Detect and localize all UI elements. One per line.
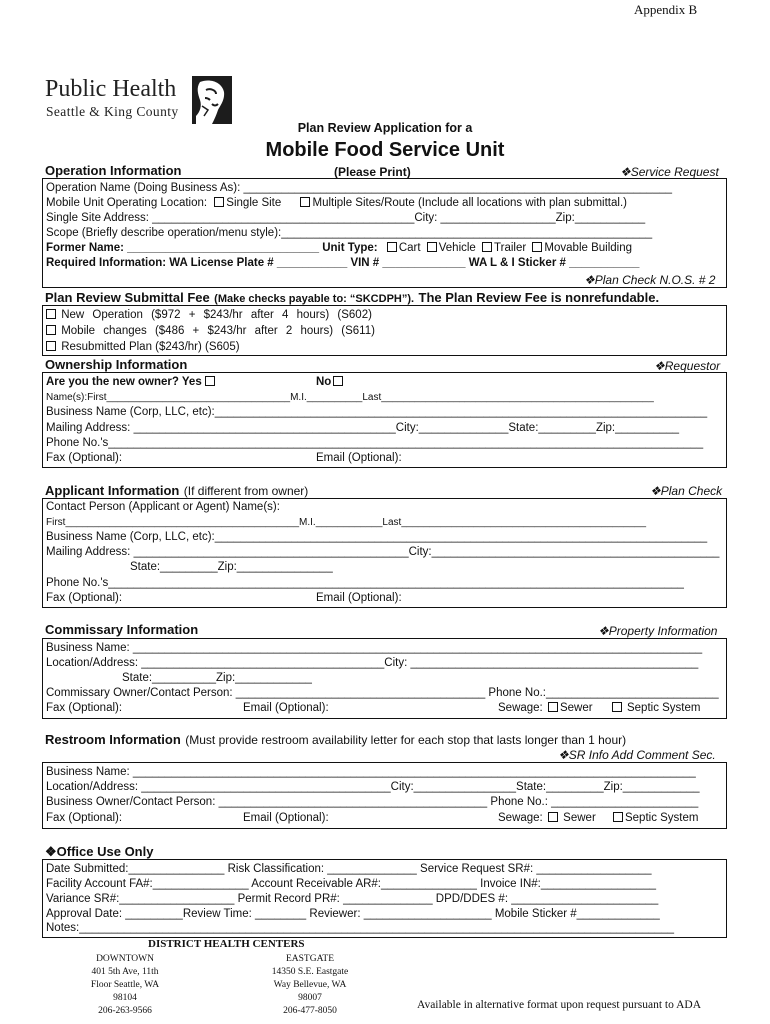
office-notes-field[interactable]: Notes:_____________________________________________________________________________________________ bbox=[46, 922, 675, 934]
page-title: Mobile Food Service Unit bbox=[265, 139, 505, 161]
owner-no-row bbox=[316, 375, 345, 390]
downtown-address bbox=[80, 953, 170, 1018]
former-name-row bbox=[46, 241, 632, 256]
logo-face-icon bbox=[192, 76, 232, 124]
applicant-state-zip-field[interactable]: State:_________Zip:_______________ bbox=[130, 561, 333, 573]
applicant-business-field[interactable]: Business Name (Corp, LLC, etc):_____________________________________________________________________________ bbox=[46, 531, 708, 543]
office-line-4[interactable]: Approval Date: _________Review Time: ________ Reviewer: ____________________ Mobile Sticker #_____________ bbox=[46, 908, 660, 920]
owner-yes-checkbox[interactable] bbox=[205, 376, 215, 386]
owner-names-field[interactable]: Name(s):First_________________________________M.I.__________Last_________________________________________________ bbox=[46, 392, 654, 403]
resubmitted-label: Resubmitted Plan ($243/hr) (S605) bbox=[61, 341, 240, 353]
commissary-location-field[interactable]: Location/Address: ______________________________________City: _____________________________________________ bbox=[46, 657, 699, 669]
restroom-note: (Must provide restroom availability letter for each stop that lasts longer than 1 hour) bbox=[185, 733, 627, 747]
appendix-label: Appendix B bbox=[634, 2, 698, 17]
nonrefundable-note: The Plan Review Fee is nonrefundable. bbox=[418, 290, 660, 305]
payable-note: (Make checks payable to: “SKCDPH”). bbox=[214, 293, 415, 305]
commissary-septic-checkbox[interactable] bbox=[612, 702, 622, 712]
downtown-city: Floor Seattle, WA bbox=[90, 980, 160, 990]
new-owner-row bbox=[46, 375, 217, 390]
ada-note: Available in alternative format upon request pursuant to ADA bbox=[417, 999, 702, 1011]
operating-location-row bbox=[46, 196, 627, 211]
logo-name: Public Health bbox=[45, 76, 177, 102]
operating-location-label: Mobile Unit Operating Location: bbox=[46, 197, 208, 209]
movable-building-checkbox[interactable] bbox=[532, 242, 542, 252]
downtown-phone: 206-263-9566 bbox=[98, 1006, 152, 1016]
resubmitted-checkbox[interactable] bbox=[46, 341, 56, 351]
service-request-label: ❖Service Request bbox=[620, 165, 719, 179]
applicant-note: (If different from owner) bbox=[183, 484, 309, 498]
please-print: (Please Print) bbox=[334, 165, 411, 179]
restroom-septic-label: Septic System bbox=[624, 812, 699, 824]
mobile-changes-label: Mobile changes ($486 + $243/hr after 2 hours) (S611) bbox=[61, 325, 375, 337]
fee-option-resubmitted[interactable] bbox=[46, 340, 240, 355]
trailer-checkbox[interactable] bbox=[482, 242, 492, 252]
cart-checkbox[interactable] bbox=[387, 242, 397, 252]
eastgate-phone: 206-477-8050 bbox=[283, 1006, 337, 1016]
former-name-field[interactable]: Former Name: ______________________________ Unit Type: bbox=[46, 242, 378, 254]
fee-option-new[interactable] bbox=[46, 308, 372, 323]
plan-check-nos-label: ❖Plan Check N.O.S. # 2 bbox=[584, 273, 716, 287]
requestor-label: ❖Requestor bbox=[654, 359, 721, 373]
owner-business-field[interactable]: Business Name (Corp, LLC, etc):_____________________________________________________________________________ bbox=[46, 406, 708, 418]
commissary-owner-field[interactable]: Commissary Owner/Contact Person: _______________________________________ Phone No.:___________________________ bbox=[46, 687, 719, 699]
eastgate-street: 14350 S.E. Eastgate bbox=[271, 967, 349, 977]
downtown-title: DOWNTOWN bbox=[96, 954, 154, 964]
office-heading: ❖Office Use Only bbox=[45, 844, 154, 859]
trailer-label: Trailer bbox=[494, 242, 527, 254]
commissary-heading: Commissary Information bbox=[45, 622, 199, 637]
district-heading: DISTRICT HEALTH CENTERS bbox=[148, 938, 305, 950]
owner-no-checkbox[interactable] bbox=[333, 376, 343, 386]
commissary-sewage-label: Sewage: bbox=[498, 702, 543, 714]
new-operation-label: New Operation ($972 + $243/hr after 4 hours) (S602) bbox=[61, 309, 372, 321]
eastgate-address bbox=[255, 953, 365, 1018]
owner-email-field[interactable]: Email (Optional): bbox=[316, 452, 402, 464]
plan-check-label: ❖Plan Check bbox=[650, 484, 723, 498]
restroom-business-field[interactable]: Business Name: ________________________________________________________________________________________ bbox=[46, 766, 696, 778]
new-owner-question: Are you the new owner? Yes bbox=[46, 376, 202, 388]
applicant-names-field[interactable]: First__________________________________________M.I.____________Last____________________________________________ bbox=[46, 517, 647, 528]
commissary-sewer-checkbox[interactable] bbox=[548, 702, 558, 712]
multiple-sites-checkbox[interactable] bbox=[300, 197, 310, 207]
ownership-heading: Ownership Information bbox=[45, 357, 188, 372]
new-operation-checkbox[interactable] bbox=[46, 309, 56, 319]
office-line-2[interactable]: Facility Account FA#:_______________ Account Receivable AR#:_______________ Invoice IN#:__________________ bbox=[46, 878, 656, 890]
office-line-1[interactable]: Date Submitted:_______________ Risk Classification: ______________ Service Request SR#: __________________ bbox=[46, 863, 652, 875]
mobile-changes-checkbox[interactable] bbox=[46, 325, 56, 335]
applicant-mailing-field[interactable]: Mailing Address: ___________________________________________City:_____________________________________________ bbox=[46, 546, 720, 558]
property-info-label: ❖Property Information bbox=[598, 624, 718, 638]
operation-name-field[interactable]: Operation Name (Doing Business As): ___________________________________________________________________ bbox=[46, 182, 673, 194]
restroom-heading-row bbox=[45, 731, 626, 749]
single-site-checkbox[interactable] bbox=[214, 197, 224, 207]
sr-info-label: ❖SR Info Add Comment Sec. bbox=[558, 748, 716, 762]
multiple-sites-label: Multiple Sites/Route (Include all locations with plan submittal.) bbox=[312, 197, 627, 209]
single-site-label: Single Site bbox=[226, 197, 282, 209]
applicant-heading: Applicant Information bbox=[45, 483, 180, 498]
movable-building-label: Movable Building bbox=[544, 242, 633, 254]
restroom-fax-field[interactable]: Fax (Optional): bbox=[46, 812, 123, 824]
restroom-sewer-label: Sewer bbox=[563, 812, 596, 824]
required-info-field[interactable]: Required Information: WA License Plate # ___________ VIN # _____________ WA L & I Sticker # ___________ bbox=[46, 257, 640, 269]
vehicle-checkbox[interactable] bbox=[427, 242, 437, 252]
vehicle-label: Vehicle bbox=[438, 242, 476, 254]
restroom-owner-field[interactable]: Business Owner/Contact Person: __________________________________________ Phone No.: _______________________ bbox=[46, 796, 699, 808]
fee-option-mobile[interactable] bbox=[46, 324, 375, 339]
eastgate-title: EASTGATE bbox=[285, 954, 335, 964]
commissary-sewer-label: Sewer bbox=[559, 702, 593, 714]
commissary-sewage-row bbox=[498, 701, 700, 716]
fee-heading: Plan Review Submittal Fee bbox=[45, 290, 210, 305]
office-line-3[interactable]: Variance SR#:__________________ Permit Record PR#: ______________ DPD/DDES #: _______________________ bbox=[46, 893, 659, 905]
owner-fax-field[interactable]: Fax (Optional): bbox=[46, 452, 123, 464]
owner-no-label: No bbox=[316, 376, 332, 388]
pre-title: Plan Review Application for a bbox=[297, 121, 473, 135]
downtown-street: 401 5th Ave, 11th bbox=[91, 967, 159, 977]
restroom-heading: Restroom Information bbox=[45, 732, 181, 747]
restroom-email-field[interactable]: Email (Optional): bbox=[243, 812, 329, 824]
restroom-septic-checkbox[interactable] bbox=[613, 812, 623, 822]
applicant-phone-field[interactable]: Phone No.'s__________________________________________________________________________________________ bbox=[46, 577, 684, 589]
owner-mailing-field[interactable]: Mailing Address: _________________________________________City:______________State:_________Zip:__________ bbox=[46, 422, 680, 434]
cart-label: Cart bbox=[398, 242, 421, 254]
restroom-sewer-checkbox[interactable] bbox=[548, 812, 558, 822]
applicant-fax-field[interactable]: Fax (Optional): bbox=[46, 592, 123, 604]
applicant-email-field[interactable]: Email (Optional): bbox=[316, 592, 402, 604]
commissary-business-field[interactable]: Business Name: _________________________________________________________________________________________ bbox=[46, 642, 703, 654]
commissary-email-field[interactable]: Email (Optional): bbox=[243, 702, 329, 714]
operation-heading: Operation Information bbox=[45, 163, 182, 178]
restroom-location-field[interactable]: Location/Address: _______________________________________City:________________State:_________Zip:____________ bbox=[46, 781, 700, 793]
restroom-sewage-label: Sewage: bbox=[498, 812, 543, 824]
downtown-zip: 98104 bbox=[113, 993, 137, 1003]
restroom-sewage-row bbox=[498, 811, 698, 826]
commissary-state-zip-field[interactable]: State:__________Zip:____________ bbox=[122, 672, 312, 684]
eastgate-city: Way Bellevue, WA bbox=[273, 980, 347, 990]
single-site-address-field[interactable]: Single Site Address: _________________________________________City: __________________Zip:___________ bbox=[46, 212, 646, 224]
owner-phone-field[interactable]: Phone No.'s_____________________________________________________________________________________________ bbox=[46, 437, 704, 449]
commissary-septic-label: Septic System bbox=[626, 702, 701, 714]
commissary-fax-field[interactable]: Fax (Optional): bbox=[46, 702, 123, 714]
scope-field[interactable]: Scope (Briefly describe operation/menu style):__________________________________________________________ bbox=[46, 227, 653, 239]
applicant-contact-label: Contact Person (Applicant or Agent) Name(s): bbox=[46, 501, 280, 513]
eastgate-zip: 98007 bbox=[298, 993, 322, 1003]
logo-subtitle: Seattle & King County bbox=[46, 104, 179, 119]
